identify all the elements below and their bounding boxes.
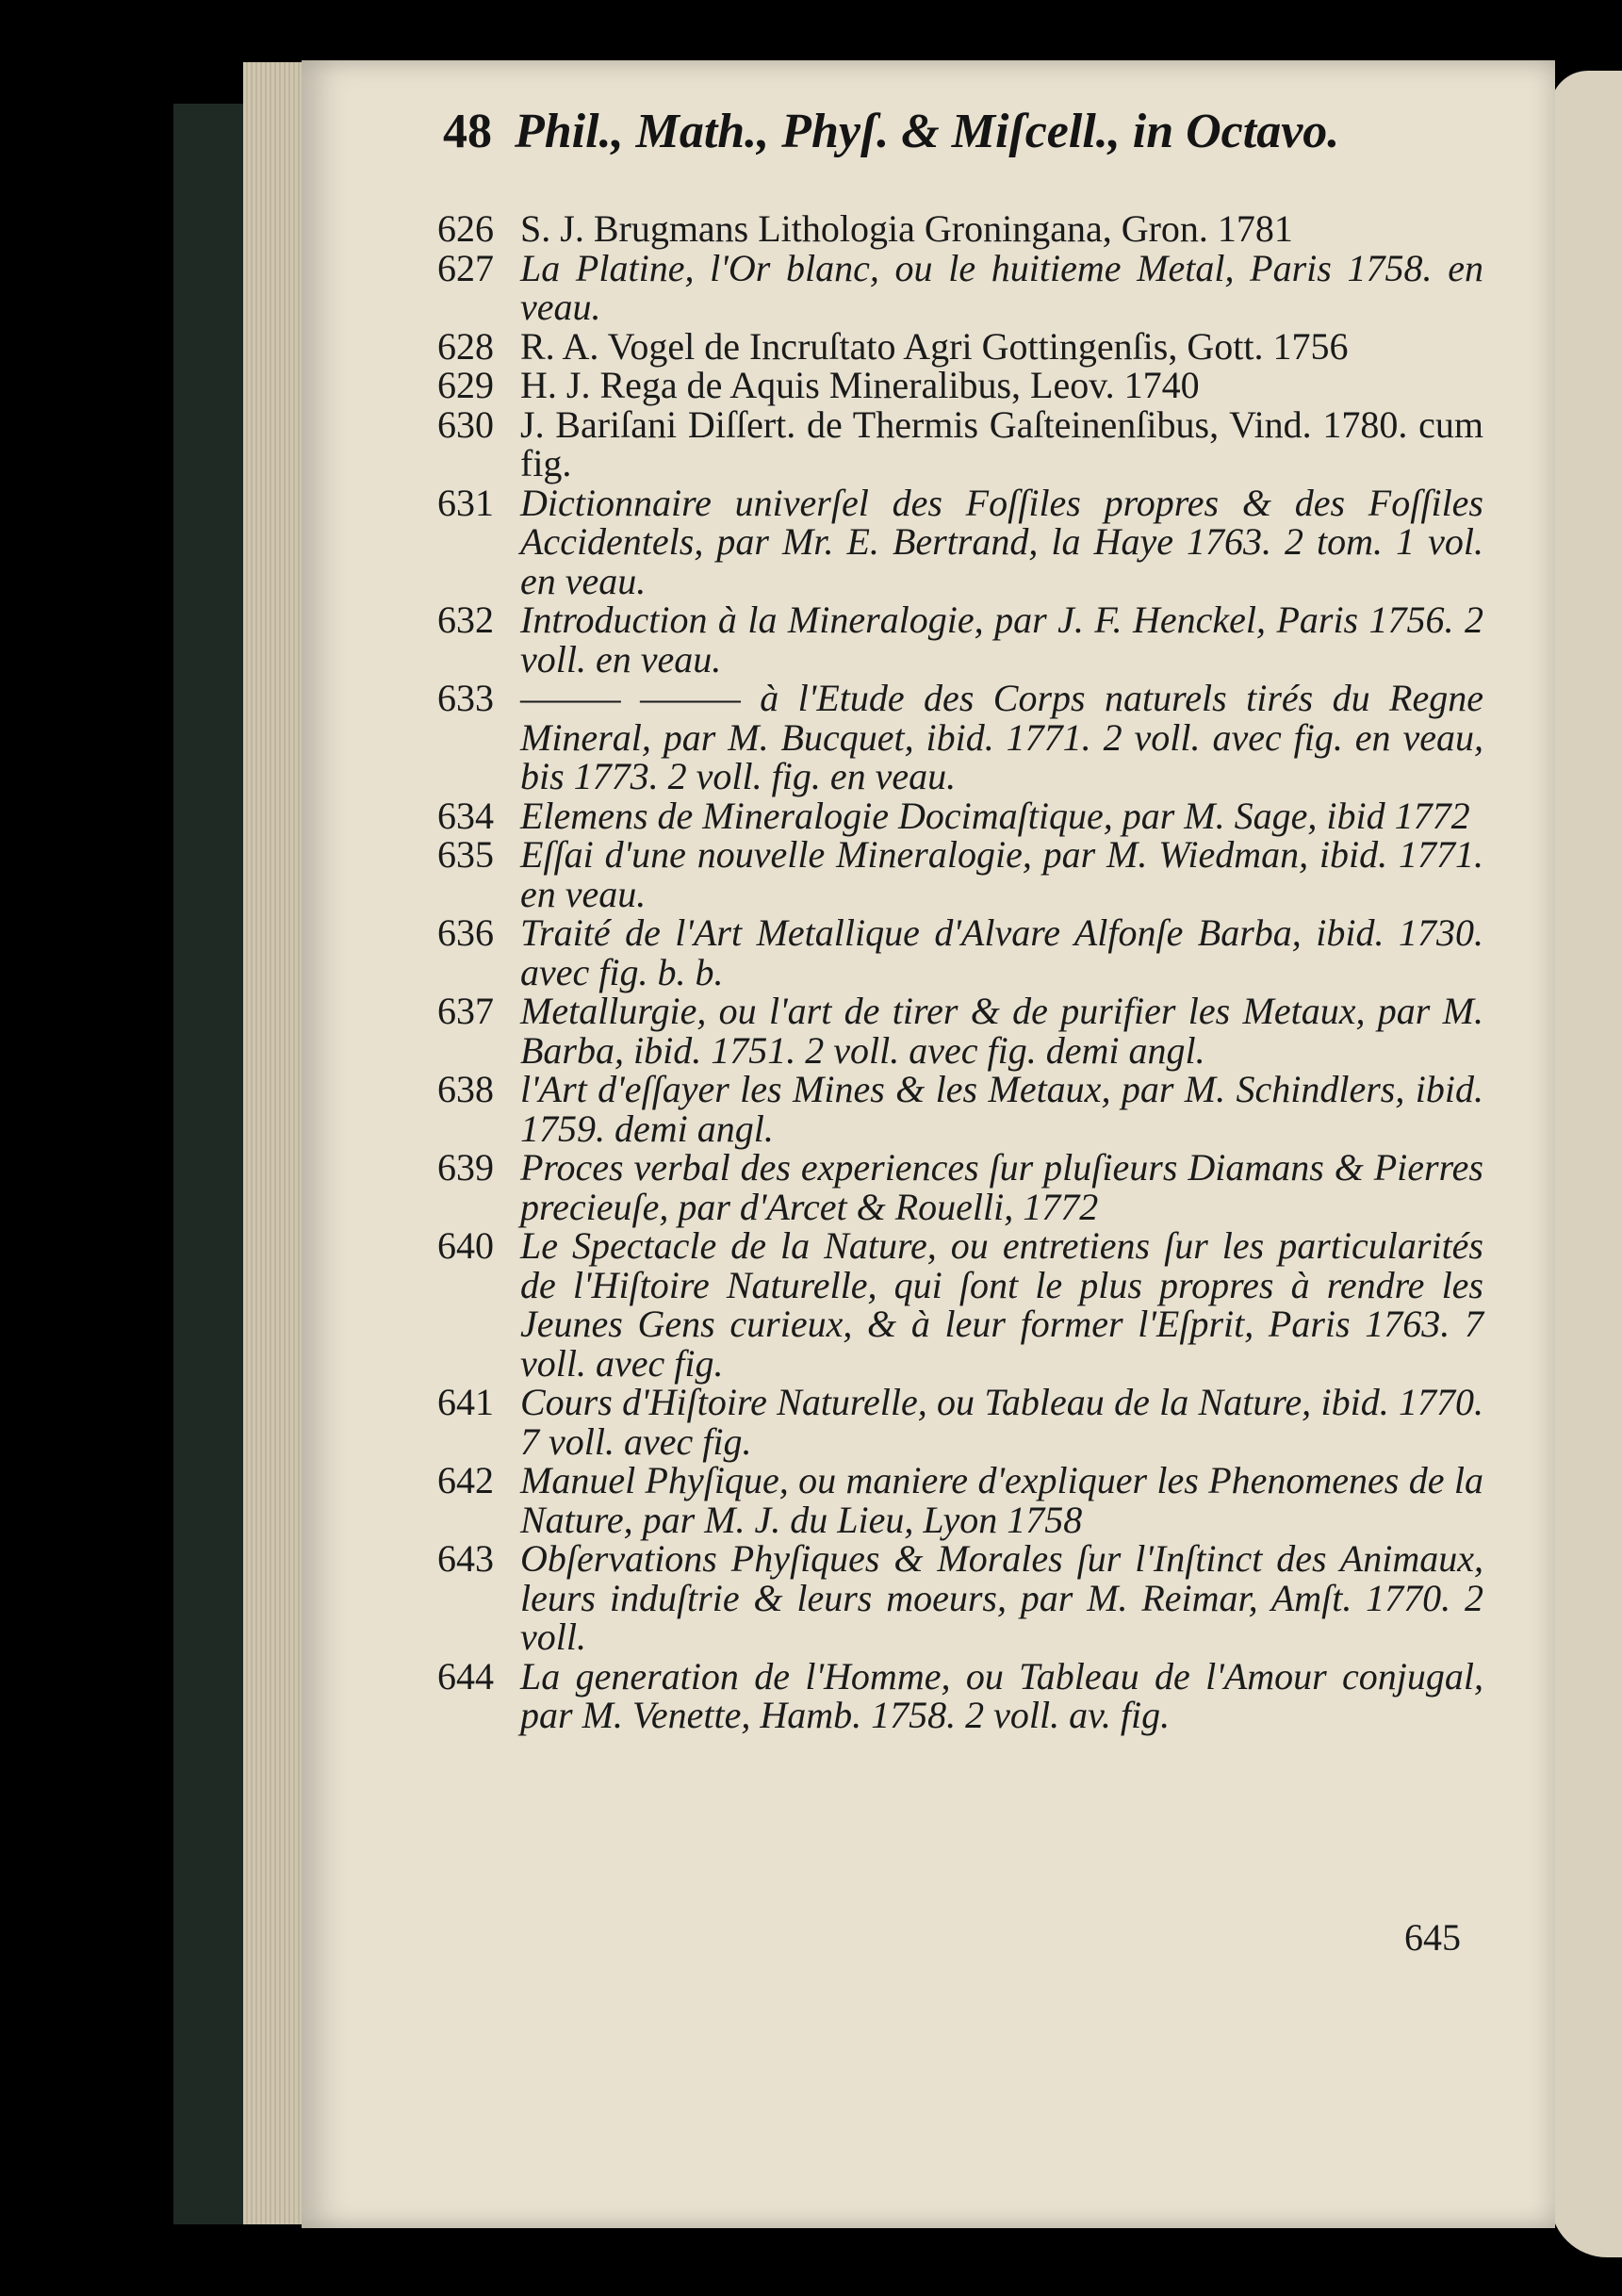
- catalogue-entries: [437, 209, 1483, 1735]
- catalogue-entry: [437, 992, 1483, 1070]
- running-header: [443, 104, 1489, 159]
- entry-text: ——— ——— à l'Etude des Corps naturels tirés du Regne Mineral, par M. Bucquet, ibid. 1771. 2 voll. avec fig. en veau, bis 1773. 2 voll. fig. en veau.: [520, 677, 1483, 797]
- catalogue-entry: [437, 835, 1483, 913]
- entry-number: 640: [437, 1224, 494, 1267]
- entry-number: 643: [437, 1537, 494, 1580]
- entry-text: Metallurgie, ou l'art de tirer & de purifier les Metaux, par M. Barba, ibid. 1751. 2 voll. avec fig. demi angl.: [520, 990, 1483, 1072]
- entry-number: 644: [437, 1654, 494, 1697]
- entry-text: La generation de l'Homme, ou Tableau de l'Amour conjugal, par M. Venette, Hamb. 1758. 2 voll. av. fig.: [520, 1654, 1483, 1736]
- section-title: Phil., Math., Phyſ. & Miſcell., in Octavo.: [515, 105, 1340, 158]
- catalogue-entry: [437, 366, 1483, 405]
- entry-number: 636: [437, 911, 494, 954]
- entry-text: Cours d'Hiſtoire Naturelle, ou Tableau de la Nature, ibid. 1770. 7 voll. avec fig.: [520, 1381, 1483, 1463]
- entry-number: 642: [437, 1459, 494, 1501]
- entry-text: H. J. Rega de Aquis Mineralibus, Leov. 1740: [520, 364, 1200, 406]
- entry-number: 629: [437, 364, 494, 406]
- catalogue-entry: [437, 246, 1483, 328]
- catalogue-entry: [437, 1070, 1483, 1148]
- catalogue-entry: [437, 481, 1483, 602]
- page-number: 48: [443, 105, 492, 158]
- entry-text: Dictionnaire univerſel des Foſſiles propres & des Foſſiles Accidentels, par Mr. E. Bertrand, la Haye 1763. 2 tom. 1 vol. en veau.: [520, 481, 1483, 602]
- entry-number: 627: [437, 246, 494, 289]
- catalogue-entry: [437, 1148, 1483, 1226]
- catalogue-entry: [437, 796, 1483, 836]
- entry-number: 641: [437, 1381, 494, 1423]
- catalogue-entry: [437, 1226, 1483, 1383]
- entry-text: J. Bariſani Diſſert. de Thermis Gaſteinenſibus, Vind. 1780. cum fig.: [520, 402, 1483, 484]
- catalogue-entry: [437, 209, 1483, 249]
- catchword: 645: [1404, 1916, 1461, 1959]
- catalogue-entry: [437, 600, 1483, 679]
- catalogue-entry: [437, 1383, 1483, 1461]
- catalogue-entry: [437, 1654, 1483, 1736]
- entry-number: 639: [437, 1146, 494, 1189]
- entry-text: Elemens de Mineralogie Docimaſtique, par M. Sage, ibid 1772: [520, 794, 1470, 837]
- entry-text: Le Spectacle de la Nature, ou entretiens ſur les particularités de l'Hiſtoire Naturelle, qui ſont le plus propres à rendre les Jeunes Gens curieux, & à leur former l'Eſprit, Paris 1763. 7 voll. avec fig.: [520, 1224, 1483, 1385]
- entry-number: 635: [437, 833, 494, 876]
- entry-text: Obſervations Phyſiques & Morales ſur l'Inſtinct des Animaux, leurs induſtrie & leurs moeurs, par M. Reimar, Amſt. 1770. 2 voll.: [520, 1537, 1483, 1658]
- catalogue-entry: [437, 679, 1483, 796]
- entry-text: Eſſai d'une nouvelle Mineralogie, par M. Wiedman, ibid. 1771. en veau.: [520, 833, 1483, 915]
- entry-number: 634: [437, 794, 494, 837]
- entry-number: 632: [437, 599, 494, 641]
- entry-text: La Platine, l'Or blanc, ou le huitieme Metal, Paris 1758. en veau.: [520, 246, 1483, 328]
- entry-number: 630: [437, 402, 494, 446]
- entry-number: 626: [437, 207, 494, 250]
- entry-text: Introduction à la Mineralogie, par J. F. Henckel, Paris 1756. 2 voll. en veau.: [520, 599, 1483, 681]
- catalogue-entry: [437, 1461, 1483, 1539]
- entry-text: l'Art d'eſſayer les Mines & les Metaux, par M. Schindlers, ibid. 1759. demi angl.: [520, 1068, 1483, 1150]
- catalogue-entry: [437, 402, 1483, 484]
- entry-text: S. J. Brugmans Lithologia Groningana, Gron. 1781: [520, 207, 1293, 250]
- entry-text: Proces verbal des experiences ſur pluſieurs Diamans & Pierres precieuſe, par d'Arcet & Rouelli, 1772: [520, 1146, 1483, 1228]
- catalogue-entry: [437, 324, 1483, 368]
- entry-number: 631: [437, 481, 494, 524]
- catalogue-entry: [437, 1539, 1483, 1657]
- entry-text: Manuel Phyſique, ou maniere d'expliquer les Phenomenes de la Nature, par M. J. du Lieu, Lyon 1758: [520, 1459, 1483, 1541]
- entry-text: Traité de l'Art Metallique d'Alvare Alfonſe Barba, ibid. 1730. avec fig. b. b.: [520, 911, 1483, 993]
- catalogue-entry: [437, 913, 1483, 992]
- entry-number: 637: [437, 990, 494, 1032]
- facing-page-edge: [1550, 71, 1622, 2257]
- entry-text: R. A. Vogel de Incruſtato Agri Gottingenſis, Gott. 1756: [520, 324, 1349, 368]
- entry-number: 633: [437, 677, 494, 719]
- entry-number: 638: [437, 1068, 494, 1110]
- entry-number: 628: [437, 324, 494, 368]
